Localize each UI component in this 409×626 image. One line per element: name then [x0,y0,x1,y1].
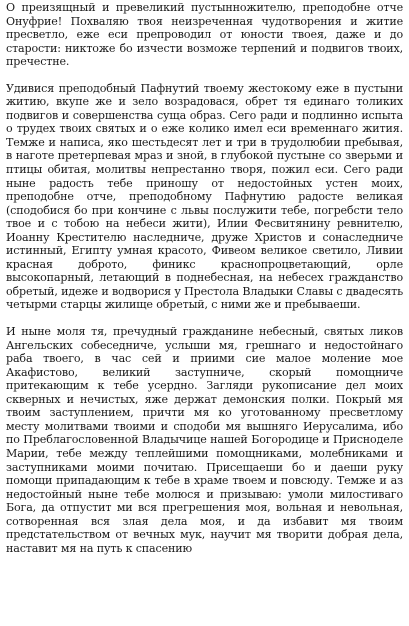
paragraph-2: Удивися преподобный Пафнутий твоему жестокому еже в пустыни житию, вкупе же и зело возрадовася, обрет тя единаго толиких подвигов и совершенства суща образ. Сего ради и подлинно испыта о трудех твоих святых и о еже колико имел еси временнаго жития. Темже и написа, яко шестьдесят лет и три в трудолюбии пребывая, в наготе претерпевая мраз и зной, в глубокой пустыне со зверьми и птицы обитая, молитвы непрестанно творя, пожил еси. Сего ради ныне радость тебе приношу от недостойных устен моих, преподобне отче, преподобному Пафнутию радосте великая (сподобися бо при кончине с львы послужити тебе, погребсти тело твое и с тобою на небеси жити), Илии Фесвитянину ревнителю, Иоанну Крестителю наследниче, друже Христов и сонаследниче истинный, Египту умная красото, Фивеом великое светило, Ливии красная доброто, финикс краснопроцветающий, орле высокопарный, летающий в поднебесная, на небесех гражданство обретый, идеже и водворися у Престола Владыки Славы с двадесять четырми старцы жилище обретый, с ними же и пребываеши. [6,81,403,312]
paragraph-3: И ныне моля тя, пречудный гражданине небесный, святых ликов Ангельских собеседниче, услыши мя, грешнаго и недостойнаго раба твоего, в час сей и приими сие малое моление мое Акафистово, великий заступниче, скорый помощниче притекающим к тебе усердно. Загляди рукописание дел моих скверных и нечистых, яже держат демонския полки. Покрый мя твоим заступлением, причти мя ко уготованному пресветлому месту молитвами твоими и сподоби мя вышняго Иерусалима, ибо по Преблагословенной Владычице нашей Богородице и Присноделе Марии, тебе между теплейшими помощниками, молебниками и заступниками моими почитаю. Присещаеши бо и даеши руку помощи припадающим к тебе в храме твоем и повсюду. Темже и аз недостойный ныне тебе молюся и призываю: умоли милостиваго Бога, да отпустит ми вся прегрешения моя, вольная и невольная, сотворенная вся злая дела моя, и да избавит мя твоим предстательством от вечных мук, научит мя творити добрая дела, наставит мя на путь к спасению [6,325,403,555]
paragraph-1: О преизящный и превеликий пустынножителю, преподобне отче Онуфрие! Похваляю твоя неизреченная чудотворения и житие пресветло, еже еси препроводил от юности твоея, даже и до старости: никтоже бо изчести возможе терпений и подвигов твоих, пречестне. [6,1,403,69]
